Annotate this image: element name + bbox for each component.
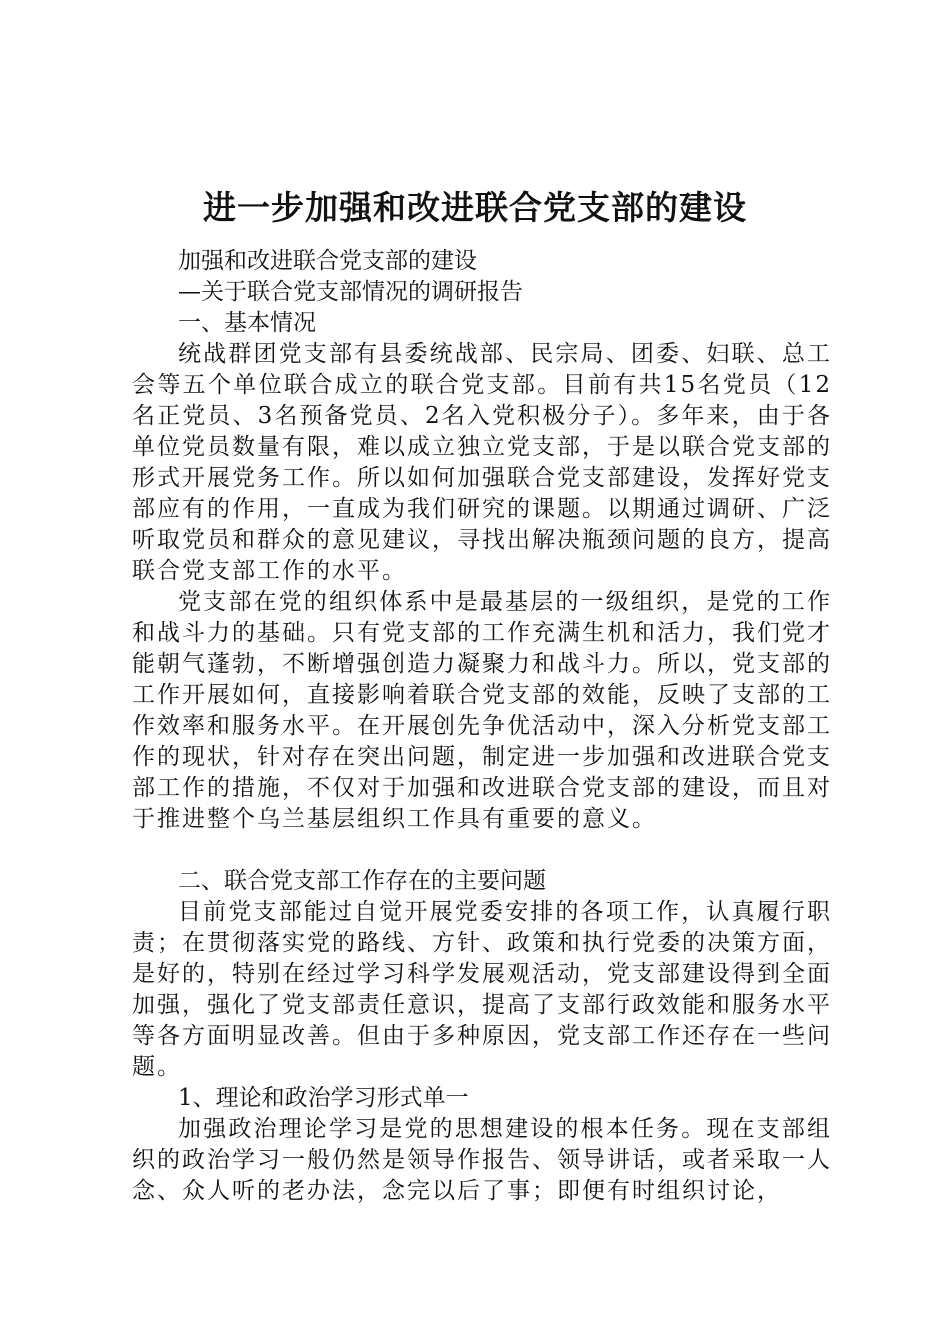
paragraph-problems-intro: 目前党支部能过自觉开展党委安排的各项工作，认真履行职责；在贯彻落实党的路线、方针、政策和执行党委的决策方面，是好的，特别在经过学习科学发展观活动，党支部建设得到全面加强，强化了党支部责任意识，提高了支部行政效能和服务水平等各方面明显改善。但由于多种原因，党支部工作还存在一些问题。 [132, 899, 832, 1080]
section-heading-problems: 二、联合党支部工作存在的主要问题 [178, 868, 546, 894]
paragraph-gap [132, 835, 832, 866]
section-heading-basic: 一、基本情况 [178, 310, 316, 336]
subtitle-report-line: —关于联合党支部情况的调研报告 [178, 279, 523, 305]
subtitle-line: 加强和改进联合党支部的建设 [178, 248, 477, 274]
paragraph-branch-role: 党支部在党的组织体系中是最基层的一级组织，是党的工作和战斗力的基础。只有党支部的工作充满生机和活力，我们党才能朝气蓬勃，不断增强创造力凝聚力和战斗力。所以，党支部的工作开展如何，直接影响着联合党支部的效能，反映了支部的工作效率和服务水平。在开展创先争优活动中，深入分析党支部工作的现状，针对存在突出问题，制定进一步加强和改进联合党支部工作的措施，不仅对于加强和改进联合党支部的建设，而且对于推进整个乌兰基层组织工作具有重要的意义。 [132, 589, 832, 832]
paragraph-political-study: 加强政治理论学习是党的思想建设的根本任务。现在支部组织的政治学习一般仍然是领导作报告、领导讲话，或者采取一人念、众人听的老办法，念完以后了事；即便有时组织讨论， [132, 1116, 832, 1204]
document-title: 进一步加强和改进联合党支部的建设 [203, 188, 747, 227]
document-page [132, 180, 832, 1207]
subsection-heading-theory: 1、理论和政治学习形式单一 [178, 1085, 469, 1111]
paragraph-basic-situation: 统战群团党支部有县委统战部、民宗局、团委、妇联、总工会等五个单位联合成立的联合党支部。目前有共15名党员（12名正党员、3名预备党员、2名入党积极分子）。多年来，由于各单位党员数量有限，难以成立独立党支部，于是以联合党支部的形式开展党务工作。所以如何加强联合党支部建设，发挥好党支部应有的作用，一直成为我们研究的课题。以期通过调研、广泛听取党员和群众的意见建议，寻找出解决瓶颈问题的良方，提高联合党支部工作的水平。 [132, 341, 832, 584]
